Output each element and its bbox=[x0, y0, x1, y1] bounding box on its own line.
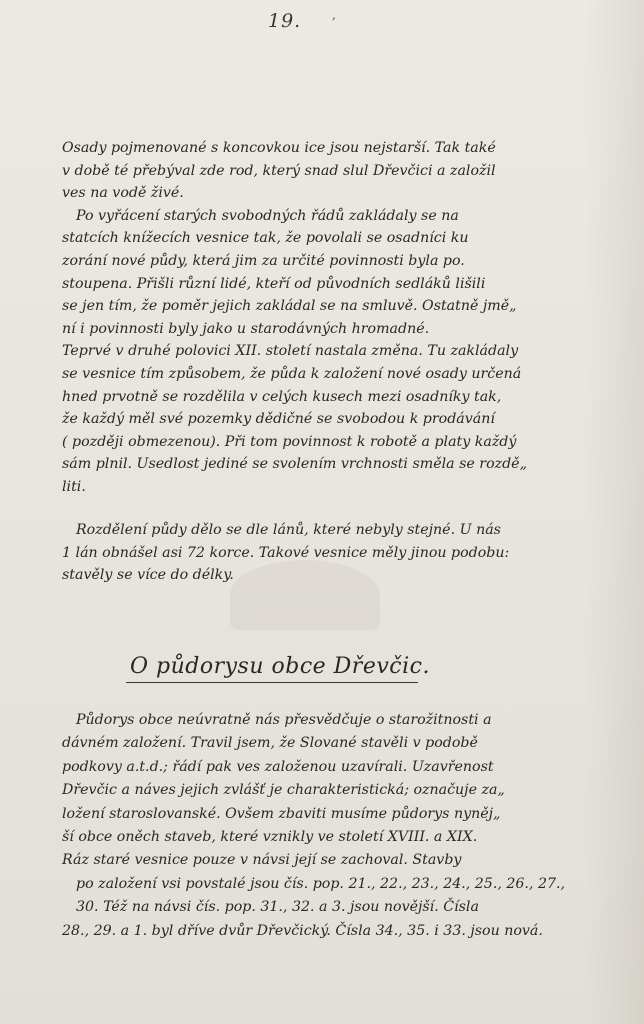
text-line: zorání nové půdy, která jim za určité povinnosti byla po. bbox=[62, 252, 465, 269]
text-line: Půdorys obce neúvratně nás přesvědčuje o starožitnosti a bbox=[76, 712, 492, 728]
text-line: se jen tím, že poměr jejich zakládal se na smluvě. Ostatně jmě„ bbox=[62, 298, 517, 315]
text-line: stoupena. Přišli různí lidé, kteří od původních sedláků lišili bbox=[62, 275, 486, 292]
text-line: liti. bbox=[62, 478, 86, 495]
text-line: ložení staroslovanské. Ovšem zbaviti musíme půdorys nyněj„ bbox=[62, 805, 501, 822]
heading-underline bbox=[126, 682, 418, 683]
text-line: Teprvé v druhé polovici XII. století nastala změna. Tu zakládaly bbox=[62, 343, 519, 360]
text-line: hned prvotně se rozdělila v celých kusech mezi osadníky tak, bbox=[62, 388, 502, 405]
text-line: 28., 29. a 1. byl dříve dvůr Dřevčický. Čísla 34., 35. i 33. jsou nová. bbox=[62, 922, 543, 939]
page-number: 19. bbox=[268, 10, 302, 32]
paragraph-block-2 bbox=[62, 519, 602, 587]
text-line: po založení vsi povstalé jsou čís. pop. 21., 22., 23., 24., 25., 26., 27., bbox=[76, 875, 566, 892]
text-line: ( později obmezenou). Při tom povinnost k robotě a platy každý bbox=[62, 433, 517, 450]
text-line: statcích knížecích vesnice tak, že povolali se osadníci ku bbox=[62, 230, 469, 247]
text-line: ní i povinnosti byly jako u starodávných hromadné. bbox=[62, 320, 430, 337]
text-line: 30. Též na návsi čís. pop. 31., 32. a 3. jsou novější. Čísla bbox=[76, 899, 479, 916]
text-line: dávném založení. Travil jsem, že Slované stavěli v podobě bbox=[62, 735, 478, 752]
text-line: se vesnice tím způsobem, že půda k založení nové osady určená bbox=[62, 365, 522, 382]
text-line: Osady pojmenované s koncovkou ice jsou nejstarší. Tak také bbox=[62, 140, 496, 156]
text-line: Dřevčic a náves jejich zvlášť je charakteristická; označuje za„ bbox=[62, 782, 505, 799]
ink-mark: , bbox=[332, 8, 336, 22]
paragraph-block-3 bbox=[62, 709, 602, 943]
text-line: že každý měl své pozemky dědičné se svobodou k prodávání bbox=[62, 411, 495, 428]
text-line: Rozdělení půdy dělo se dle lánů, které nebyly stejné. U nás bbox=[76, 522, 501, 538]
text-line: ves na vodě živé. bbox=[62, 185, 184, 202]
text-line: v době té přebýval zde rod, který snad slul Dřevčici a založil bbox=[62, 162, 496, 179]
text-line: stavěly se více do délky. bbox=[62, 567, 234, 584]
text-line: sám plnil. Usedlost jediné se svolením vrchnosti směla se rozdě„ bbox=[62, 456, 527, 473]
text-line: ší obce oněch staveb, které vznikly ve století XVIII. a XIX. bbox=[62, 828, 478, 845]
text-line: Po vyřácení starých svobodných řádů zakládaly se na bbox=[76, 207, 459, 224]
text-line: podkovy a.t.d.; řádí pak ves založenou uzavírali. Uzavřenost bbox=[62, 758, 494, 775]
paragraph-block-1 bbox=[62, 137, 602, 499]
text-line: 1 lán obnášel asi 72 korce. Takové vesnice měly jinou podobu: bbox=[62, 544, 510, 561]
section-heading: O půdorysu obce Dřevčic. bbox=[130, 654, 430, 679]
text-line: Ráz staré vesnice pouze v návsi její se zachoval. Stavby bbox=[62, 852, 462, 869]
